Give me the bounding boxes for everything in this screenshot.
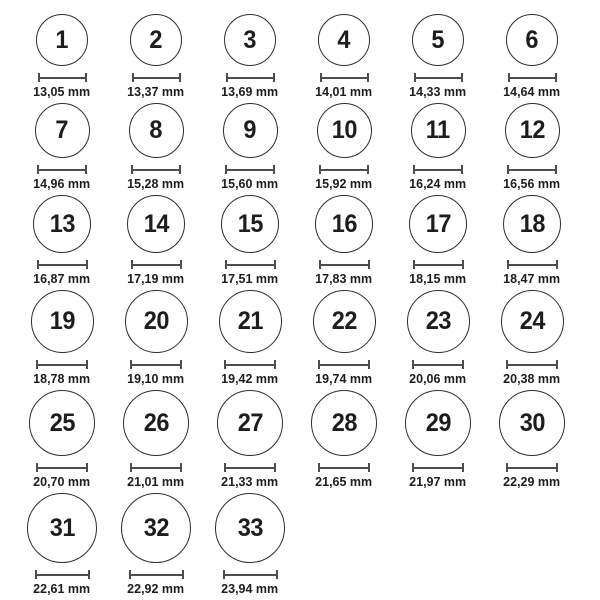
diameter-label: 21,65 mm	[315, 474, 373, 489]
ring-size-number: 21	[237, 307, 263, 335]
ring-size-number: 4	[337, 25, 351, 54]
chart-row-3	[15, 195, 600, 286]
ring-circle	[127, 195, 185, 253]
diameter-label: 18,47 mm	[503, 271, 561, 286]
diameter-label: 15,60 mm	[221, 176, 279, 191]
ring-size-number: 11	[426, 116, 450, 144]
diameter-measure-line	[412, 360, 464, 369]
ring-size-item	[203, 14, 297, 99]
diameter-measure-line	[319, 165, 369, 174]
ring-size-item	[297, 14, 391, 99]
ring-size-item	[485, 290, 579, 386]
ring-size-item	[203, 290, 297, 386]
ring-size-number: 24	[519, 307, 545, 335]
diameter-label: 22,61 mm	[33, 581, 91, 596]
ring-size-item	[485, 103, 579, 191]
ring-size-item	[297, 390, 391, 489]
ring-size-item	[109, 195, 203, 286]
ring-size-number: 5	[431, 25, 445, 54]
diameter-label: 14,64 mm	[503, 84, 561, 99]
ring-circle	[27, 493, 97, 563]
ring-circle	[506, 14, 558, 66]
ring-size-item	[15, 14, 109, 99]
ring-size-item	[15, 195, 109, 286]
diameter-label: 18,15 mm	[409, 271, 467, 286]
ring-size-item	[485, 390, 579, 489]
ring-size-item	[15, 103, 109, 191]
ring-size-number: 22	[331, 307, 357, 335]
diameter-label: 23,94 mm	[221, 581, 279, 596]
diameter-measure-line	[506, 463, 558, 472]
diameter-label: 21,33 mm	[221, 474, 279, 489]
diameter-label: 15,92 mm	[315, 176, 373, 191]
ring-circle	[123, 390, 189, 456]
diameter-measure-line	[37, 165, 87, 174]
diameter-measure-line	[224, 360, 276, 369]
ring-size-number: 30	[519, 408, 545, 437]
ring-size-number: 7	[55, 116, 69, 144]
ring-circle	[31, 290, 94, 353]
ring-size-item	[391, 14, 485, 99]
diameter-label: 14,96 mm	[33, 176, 91, 191]
diameter-measure-line	[507, 260, 558, 269]
diameter-measure-line	[38, 73, 87, 82]
diameter-label: 13,37 mm	[127, 84, 185, 99]
ring-circle	[503, 195, 561, 253]
diameter-measure-line	[225, 260, 276, 269]
ring-size-number: 16	[331, 209, 357, 238]
diameter-measure-line	[226, 73, 275, 82]
diameter-measure-line	[224, 463, 276, 472]
ring-size-number: 6	[525, 25, 539, 54]
ring-circle	[130, 14, 182, 66]
diameter-measure-line	[130, 463, 182, 472]
ring-size-number: 14	[143, 209, 169, 238]
diameter-measure-line	[36, 463, 88, 472]
diameter-measure-line	[129, 570, 184, 579]
diameter-label: 20,06 mm	[409, 371, 467, 386]
diameter-measure-line	[413, 165, 463, 174]
diameter-label: 21,01 mm	[127, 474, 185, 489]
diameter-label: 16,56 mm	[503, 176, 561, 191]
ring-size-number: 13	[49, 209, 75, 238]
diameter-label: 18,78 mm	[33, 371, 91, 386]
ring-size-number: 28	[331, 408, 357, 437]
ring-circle	[315, 195, 373, 253]
ring-circle	[29, 390, 95, 456]
ring-size-item	[485, 195, 579, 286]
diameter-measure-line	[318, 360, 370, 369]
diameter-measure-line	[35, 570, 90, 579]
chart-row-5	[15, 390, 600, 489]
ring-size-number: 25	[49, 408, 75, 437]
diameter-measure-line	[414, 73, 463, 82]
ring-size-item	[297, 195, 391, 286]
diameter-measure-line	[36, 360, 88, 369]
ring-size-item	[203, 390, 297, 489]
ring-circle	[223, 103, 278, 158]
diameter-measure-line	[130, 360, 182, 369]
diameter-label: 17,83 mm	[315, 271, 373, 286]
diameter-measure-line	[507, 165, 557, 174]
diameter-measure-line	[318, 463, 370, 472]
diameter-measure-line	[506, 360, 558, 369]
ring-size-item	[109, 14, 203, 99]
diameter-label: 19,10 mm	[127, 371, 185, 386]
diameter-measure-line	[132, 73, 181, 82]
diameter-label: 20,70 mm	[33, 474, 91, 489]
ring-size-item	[15, 390, 109, 489]
diameter-label: 19,74 mm	[315, 371, 373, 386]
chart-row-2	[15, 103, 600, 191]
diameter-measure-line	[320, 73, 369, 82]
diameter-label: 14,33 mm	[409, 84, 467, 99]
ring-size-item	[203, 493, 297, 596]
ring-circle	[36, 14, 88, 66]
ring-size-number: 2	[149, 25, 163, 54]
ring-circle	[407, 290, 470, 353]
diameter-label: 14,01 mm	[315, 84, 373, 99]
ring-size-item	[391, 290, 485, 386]
diameter-measure-line	[225, 165, 275, 174]
diameter-label: 22,92 mm	[127, 581, 185, 596]
ring-size-item	[203, 103, 297, 191]
ring-circle	[33, 195, 91, 253]
ring-size-number: 10	[331, 116, 357, 144]
ring-circle	[224, 14, 276, 66]
ring-size-item	[297, 103, 391, 191]
ring-size-number: 32	[143, 513, 169, 542]
ring-circle	[405, 390, 471, 456]
diameter-measure-line	[131, 165, 181, 174]
ring-circle	[317, 103, 372, 158]
ring-size-item	[15, 290, 109, 386]
ring-circle	[125, 290, 188, 353]
ring-circle	[409, 195, 467, 253]
diameter-label: 13,69 mm	[221, 84, 279, 99]
ring-size-number: 33	[237, 513, 263, 542]
diameter-label: 17,19 mm	[127, 271, 185, 286]
ring-size-number: 8	[149, 116, 163, 144]
diameter-measure-line	[223, 570, 278, 579]
diameter-label: 16,87 mm	[33, 271, 91, 286]
ring-size-number: 19	[49, 307, 75, 335]
diameter-measure-line	[319, 260, 370, 269]
ring-circle	[217, 390, 283, 456]
ring-size-number: 1	[55, 25, 69, 54]
ring-size-item	[109, 290, 203, 386]
ring-size-number: 3	[243, 25, 257, 54]
ring-size-item	[15, 493, 109, 596]
ring-circle	[318, 14, 370, 66]
ring-size-number: 31	[49, 513, 75, 542]
diameter-measure-line	[413, 260, 464, 269]
ring-circle	[219, 290, 282, 353]
ring-circle	[411, 103, 466, 158]
ring-size-item	[391, 103, 485, 191]
chart-row-1	[15, 14, 600, 99]
ring-size-number: 23	[425, 307, 451, 335]
ring-circle	[215, 493, 285, 563]
diameter-label: 22,29 mm	[503, 474, 561, 489]
ring-size-number: 18	[519, 209, 545, 238]
ring-size-number: 20	[143, 307, 169, 335]
ring-circle	[505, 103, 560, 158]
diameter-measure-line	[508, 73, 557, 82]
ring-size-number: 15	[237, 209, 263, 238]
ring-size-number: 29	[425, 408, 451, 437]
ring-size-item	[391, 390, 485, 489]
ring-size-number: 17	[425, 209, 451, 238]
ring-size-item	[297, 290, 391, 386]
ring-size-number: 9	[243, 116, 257, 144]
ring-circle	[412, 14, 464, 66]
ring-size-item	[485, 14, 579, 99]
diameter-measure-line	[131, 260, 182, 269]
ring-circle	[501, 290, 564, 353]
ring-circle	[311, 390, 377, 456]
diameter-measure-line	[37, 260, 88, 269]
diameter-label: 21,97 mm	[409, 474, 467, 489]
ring-circle	[121, 493, 191, 563]
ring-circle	[35, 103, 90, 158]
diameter-label: 20,38 mm	[503, 371, 561, 386]
diameter-label: 17,51 mm	[221, 271, 279, 286]
chart-row-4	[15, 290, 600, 386]
ring-size-number: 26	[143, 408, 169, 437]
ring-circle	[129, 103, 184, 158]
diameter-label: 19,42 mm	[221, 371, 279, 386]
ring-size-number: 27	[237, 408, 263, 437]
diameter-label: 15,28 mm	[127, 176, 185, 191]
ring-circle	[499, 390, 565, 456]
ring-circle	[221, 195, 279, 253]
diameter-measure-line	[412, 463, 464, 472]
ring-circle	[313, 290, 376, 353]
chart-row-6	[15, 493, 600, 596]
ring-size-item	[109, 493, 203, 596]
ring-size-number: 12	[519, 116, 545, 144]
diameter-label: 13,05 mm	[33, 84, 91, 99]
ring-size-item	[391, 195, 485, 286]
ring-size-item	[203, 195, 297, 286]
ring-size-item	[109, 103, 203, 191]
diameter-label: 16,24 mm	[409, 176, 467, 191]
ring-size-item	[109, 390, 203, 489]
